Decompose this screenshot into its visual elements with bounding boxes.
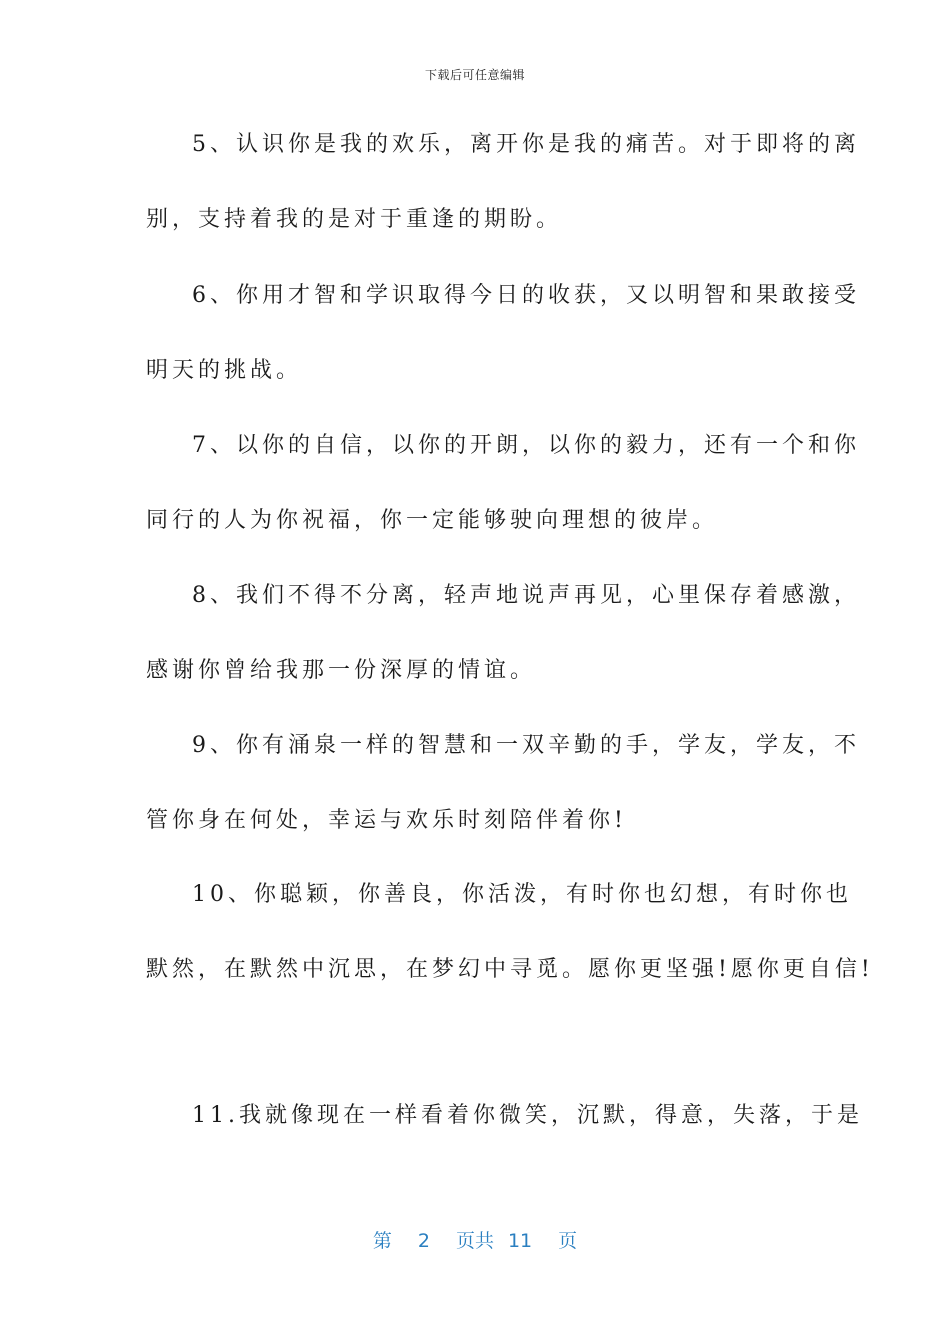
- paragraph-7-line-1: 7、以你的自信，以你的开朗，以你的毅力，还有一个和你: [192, 433, 860, 458]
- paragraph-10-line-1: 10、你聪颖，你善良，你活泼，有时你也幻想，有时你也: [192, 882, 852, 907]
- paragraph-9-line-1: 9、你有涌泉一样的智慧和一双辛勤的手，学友，学友，不: [192, 733, 860, 758]
- paragraph-7-line-2: 同行的人为你祝福，你一定能够驶向理想的彼岸。: [146, 508, 719, 533]
- paragraph-11-line-1: 11.我就像现在一样看着你微笑，沉默，得意，失落，于是: [192, 1103, 863, 1128]
- paragraph-9-line-2: 管你身在何处，幸运与欢乐时刻陪伴着你!: [146, 808, 627, 833]
- total-pages-number: 11: [507, 1230, 533, 1252]
- paragraph-8-line-2: 感谢你曾给我那一份深厚的情谊。: [146, 658, 537, 683]
- footer-middle: 页共: [455, 1230, 494, 1252]
- current-page-number: 2: [417, 1230, 430, 1252]
- paragraph-5-line-2: 别，支持着我的是对于重逢的期盼。: [146, 207, 563, 232]
- footer-prefix: 第: [372, 1230, 392, 1252]
- page-footer: [0, 1226, 950, 1253]
- paragraph-10-line-2: 默然，在默然中沉思，在梦幻中寻觅。愿你更坚强!愿你更自信!: [146, 957, 874, 982]
- paragraph-6-line-1: 6、你用才智和学识取得今日的收获，又以明智和果敢接受: [192, 283, 860, 308]
- paragraph-5-line-1: 5、认识你是我的欢乐，离开你是我的痛苦。对于即将的离: [192, 132, 860, 157]
- footer-suffix: 页: [558, 1230, 578, 1252]
- paragraph-6-line-2: 明天的挑战。: [146, 358, 303, 383]
- header-note: 下载后可任意编辑: [424, 68, 525, 82]
- paragraph-8-line-1: 8、我们不得不分离，轻声地说声再见，心里保存着感激，: [192, 583, 860, 608]
